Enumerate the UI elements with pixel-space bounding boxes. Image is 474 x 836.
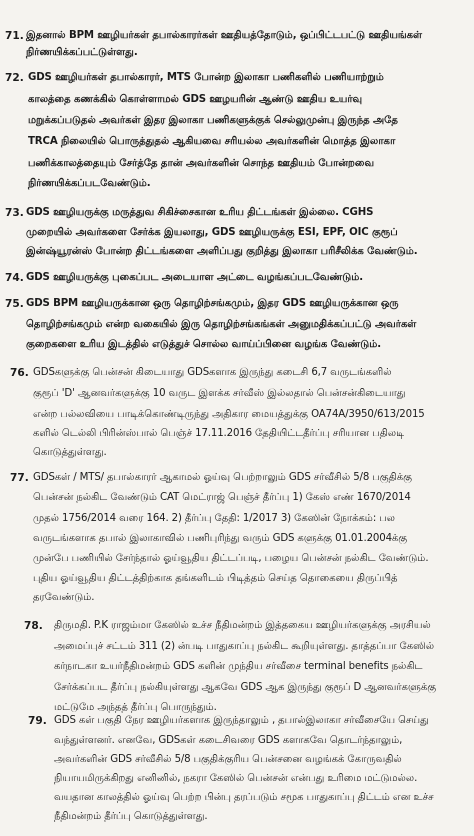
- item-line: இன்ஷ்யூரன்ஸ் போன்ற திட்டங்களை அளிப்பது குறித்து இலாகா பரிசீலிக்க வேண்டும்.: [26, 246, 418, 257]
- item-line: களில் டெல்லி பிரின்ஸ்பால் பெஞ்ச் 17.11.2016 தேதியிட்டதீர்ப்பு சரியான பதிலடி: [33, 428, 405, 439]
- item-line: GDS ஊழியர்கள் தபால்காரர், MTS போன்ற இலாகா பணிகளில் பணியாற்றும்: [28, 72, 384, 83]
- item-number: 76.: [10, 367, 29, 379]
- item-line: முன்பே பணியில் சேர்ந்தால் ஓய்வூதிய திட்டப்படி, பழைய பென்சன் நல்கிட வேண்டும்.: [33, 553, 429, 564]
- item-line: GDSகள் / MTS/ தபால்காரர் ஆகாமல் ஓய்வு பெற்றாலும் GDS சர்வீசில் 5/8 பகுதிக்கு: [33, 472, 412, 483]
- item-line: கர்நாடகா உயர்நீதிமன்றம் GDS களின் முந்திய சர்வீசை terminal benefits நல்கிட: [54, 661, 423, 672]
- item-line: பென்சன் நல்கிட வேண்டும் CAT மெட்ராஜ் பெஞ்ச் தீர்ப்பு 1) கேஸ் எண் 1670/2014: [33, 492, 411, 503]
- item-line: GDSகளுக்கு பென்சன் கிடையாது GDSகளாக இருந்து கடைசி 6,7 வருடங்களில்: [33, 367, 392, 378]
- item-line: GDS கள் பகுதி நேர ஊழியர்களாக இருந்தாலும் , தபால்இலாகா சர்வீசையே செய்து: [54, 715, 429, 726]
- item-line: முதல் 1756/2014 வரை 164. 2) தீர்ப்பு தேதி: 1/2017 3) கேஸின் நோக்கம்: பல: [33, 513, 395, 524]
- item-line: அவர்களின் GDS சர்வீசில் 5/8 பகுதிக்குரிய பென்சனை வழங்கக் கோருவதில்: [54, 754, 402, 765]
- item-line: என்ற பல்லவியை பாடிக்கொண்டிருந்து அதிகார மையத்துக்கு OA74A/3950/613/2015: [33, 409, 425, 420]
- item-line: இதனால் BPM ஊழியர்கள் தபால்காரர்கள் ஊதியத்தோடும், ஒப்பிட்டபட்டு ஊதியங்கள்: [26, 30, 423, 41]
- item-line: வருடங்களாக தபால் இலாகாவில் பணிபுரிந்து வரும் GDS களுக்கு 01.01.2004க்கு: [33, 533, 408, 544]
- item-number: 74.: [5, 272, 24, 284]
- item-number: 77.: [10, 472, 29, 484]
- item-line: கொடுத்துள்ளது.: [33, 447, 107, 458]
- item-number: 79.: [28, 715, 47, 727]
- item-number: 75.: [5, 298, 24, 310]
- item-line: குறைகளை உரிய இடத்தில் எடுத்துச் சொல்ல வாய்ப்பினை வழங்க வேண்டும்.: [26, 339, 382, 350]
- item-line: GDS ஊழியருக்கு புகைப்பட அடையாள அட்டை வழங்கப்படவேண்டும்.: [26, 272, 363, 283]
- item-line: சேர்க்கப்பட தீர்ப்பு நல்கியுள்ளது ஆகவே GDS ஆக இருந்து குரூப் D ஆனவர்களுக்கு: [54, 682, 437, 693]
- item-line: நிர்ணயிக்கப்படவேண்டும்.: [28, 178, 151, 189]
- item-line: பணிக்காலத்தையும் சேர்த்தே தான் அவர்களின் சொந்த ஊதியம் போன்றவை: [28, 158, 375, 169]
- item-number: 72.: [5, 72, 24, 84]
- item-line: GDS BPM ஊழியருக்கான ஒரு தொழிற்சங்கமும், இதர GDS ஊழியருக்கான ஒரு: [26, 298, 399, 309]
- item-line: மறுக்கப்படுதல் அவர்கள் இதர இலாகா பணிகளுக்குக் செல்லுமுன்பு இருந்த அதே: [28, 115, 398, 126]
- item-line: தொழிற்சங்கமும் என்ற வகையில் இரு தொழிற்சங்கங்கள் அனுமதிக்கப்பட்டு அவர்கள்: [26, 319, 417, 330]
- item-line: நியாயமிருக்கிறது எனினில், நகரா கேஸில் பென்சன் என்பது உரிமை மட்டுமல்ல.: [54, 773, 418, 784]
- item-line: தரவேண்டும்.: [33, 592, 95, 603]
- item-line: குரூப் 'D' ஆனவர்களுக்கு 10 வருட இளக்க சர்வீஸ் இல்லதால் பென்சன்கிடையாது: [33, 388, 406, 399]
- item-line: காலத்தை கணக்கில் கொள்ளாமல் GDS ஊழயரின் ஆண்டு ஊதிய உயர்வு: [28, 94, 363, 105]
- item-number: 78.: [24, 620, 43, 632]
- item-line: நீதிமன்றம் தீர்ப்பு கொடுத்துள்ளது.: [54, 811, 208, 822]
- item-line: அமைப்புச் சட்டம் 311 (2) ன்படி பாதுகாப்பு நல்கிட கூறியுள்ளது. தாத்தப்பா கேஸில்: [54, 641, 435, 652]
- item-line: GDS ஊழியருக்கு மருத்துவ சிகிச்சைகான உரிய திட்டங்கள் இல்லை. CGHS: [26, 207, 374, 218]
- item-line: TRCA நிலையில் பொருத்துதல் ஆகியவை சரியல்ல அவர்களின் மொத்த இலாகா: [28, 136, 396, 147]
- item-line: முறையில் அவர்களை சேர்க்க இயலாது, GDS ஊழியருக்கு ESI, EPF, OIC குரூப்: [26, 227, 398, 238]
- item-number: 71.: [5, 30, 24, 42]
- item-line: வயதான காலத்தில் ஓய்வு பெற்ற பின்பு தரப்படும் சமூக பாதுகாப்பு திட்டம் என உச்ச: [54, 792, 434, 803]
- item-number: 73.: [5, 207, 24, 219]
- item-line: வந்துள்ளனர். எனவே, GDSகள் கடைசிவரை GDS களாகவே தொடர்ந்தாலும்,: [54, 735, 403, 746]
- item-line: மட்டுமே அந்தத் தீர்ப்பு பொருந்தும்.: [54, 702, 217, 713]
- item-line: நிர்ணயிக்கப்பட்டுள்ளது.: [26, 47, 138, 58]
- item-line: புதிய ஓய்வூதிய திட்டத்திற்காக தங்களிடம் பிடித்தம் செய்த தொகையை திருப்பித்: [33, 573, 398, 584]
- item-line: திருமதி. P.K ராஜம்மா கேஸில் உச்ச நீதிமன்றம் இத்தகைய ஊழியர்களுக்கு அரசியல்: [54, 620, 431, 631]
